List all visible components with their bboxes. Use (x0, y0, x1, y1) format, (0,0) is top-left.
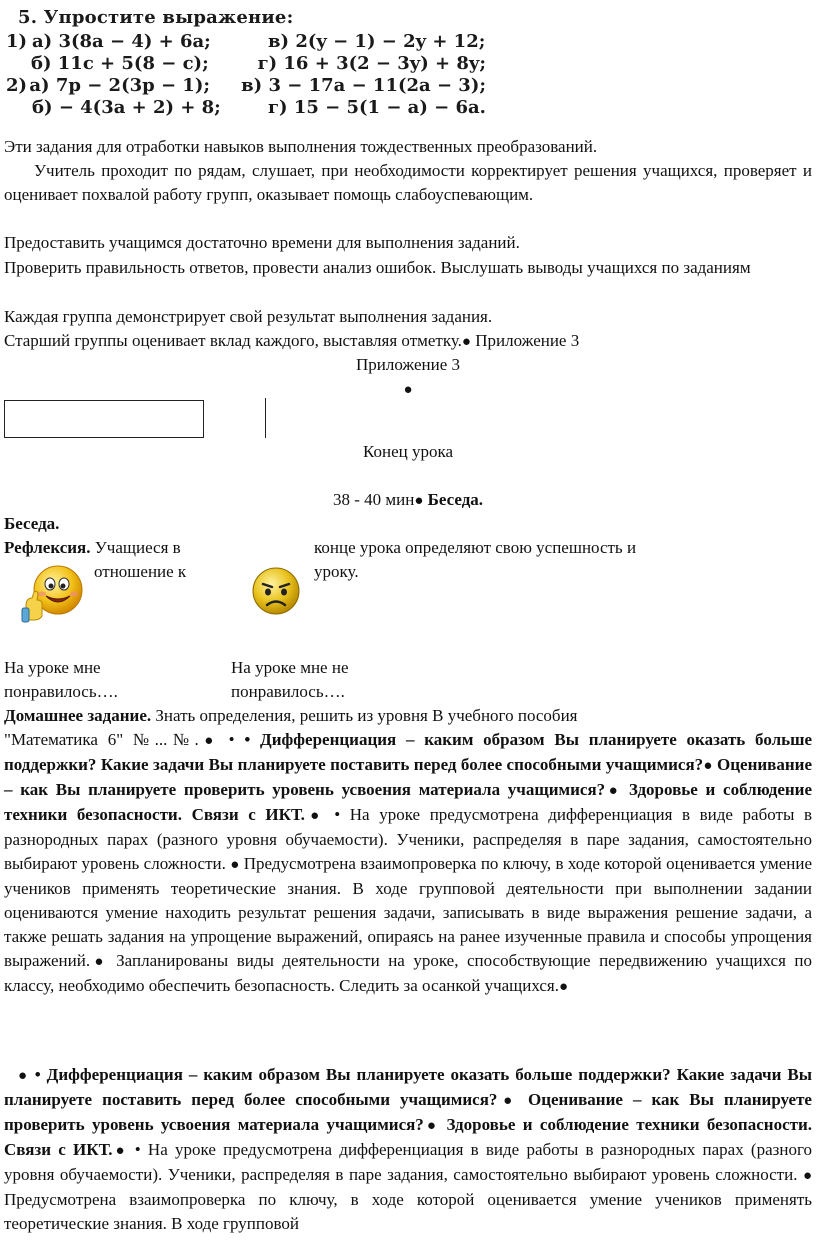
reflection-right-2: уроку. (314, 562, 359, 581)
row-number: 1) (6, 31, 28, 52)
disliked-line-2: понравилось…. (231, 682, 345, 701)
expression-a: а) 7p − 2(3p − 1); (29, 75, 210, 96)
expression-b: г) 15 − 5(1 − a) − 6a. (268, 97, 486, 118)
homework-line: Домашнее задание. Знать определения, решить из уровня В учебного пособия (4, 706, 578, 725)
expression-a: б) 11c + 5(8 − c); (30, 53, 209, 74)
liked-line-2: понравилось…. (4, 682, 118, 701)
paragraph-4: Проверить правильность ответов, провести анализ ошибок. Выслушать выводы учащихся по заданиям (4, 258, 751, 277)
paragraph-3: Предоставить учащимся достаточно времени для выполнения заданий. (4, 233, 520, 252)
talk-label: Беседа. (4, 514, 60, 533)
sad-smiley-icon (250, 565, 302, 617)
bullet: ● (403, 382, 413, 398)
exercise-row (6, 31, 486, 53)
homework-details: "Математика 6" №...№.● • • Дифференциация – каким образом Вы планируете оказать больше поддержки? Какие задачи Вы планируете поставить перед более способными учащимися?● Оценивание – как Вы планируете проверить уровень усвоения материала учащимися?● Здоровье и соблюдение техники безопасности. Связи с ИКТ.● • На уроке предусмотрена дифференциация в виде работы в разнородных парах (разного уровня обучаемости). Ученики, распределяя в паре задания, самостоятельно выбирают уровень сложности. ● Предусмотрена взаимопроверка по ключу, в ходе которой оценивается умение учеников применять теоретические знания. В ходе групповой деятельности при выполнении задании оцениваются умение находить результат решения задачи, записывать в виде выражения решение задачи, а также решать задания на упрощение выражений, опираясь на ранее изученные правила и способы упрощения выражений.● Запланированы виды деятельности на уроке, способствующие передвижению учащихся по классу, необходимо обеспечить безопасность. Следить за осанкой учащихся.● (4, 730, 813, 995)
paragraph-1: Эти задания для отработки навыков выполнения тождественных преобразований. (4, 137, 598, 156)
exercise-title: 5. Упростите выражение: (18, 7, 294, 28)
reflection-left: Рефлексия. Учащиеся в (4, 538, 181, 557)
disliked-line-1: На уроке мне не (231, 658, 349, 677)
expression-b: в) 2(y − 1) − 2y + 12; (268, 31, 486, 52)
exercise-row (6, 97, 486, 119)
expression-b: г) 16 + 3(2 − 3y) + 8y; (257, 53, 486, 74)
happy-smiley-thumbs-up-icon (20, 562, 88, 624)
reflection-right-1: конце урока определяют свою успешность и (314, 538, 637, 557)
appendix-label: Приложение 3 (356, 355, 460, 374)
expression-b: в) 3 − 17a − 11(2a − 3); (241, 75, 486, 96)
row-number (6, 53, 31, 75)
paragraph-5: Каждая группа демонстрирует свой результат выполнения задания. (4, 307, 493, 326)
end-of-lesson: Конец урока (362, 442, 454, 461)
time-line: 38 - 40 мин● Беседа. (332, 490, 484, 509)
table-border-line (265, 398, 266, 438)
empty-table-cell (4, 400, 204, 438)
expression-a: а) 3(8a − 4) + 6a; (32, 31, 211, 52)
bullet: ● (461, 334, 471, 350)
exercise-row (6, 75, 486, 97)
row-number: 2) (6, 75, 28, 96)
liked-line-1: На уроке мне (4, 658, 101, 677)
row-number (6, 97, 32, 119)
exercise-block (6, 4, 486, 119)
reflection-left-2: отношение к (94, 562, 187, 581)
expression-a: б) − 4(3a + 2) + 8; (32, 97, 221, 118)
paragraph-2: Учитель проходит по рядам, слушает, при необходимости корректирует решения учащихся, проверяет и оценивает похвалой работу групп, оказывает помощь слабоуспевающим. (4, 161, 812, 204)
exercise-row (6, 53, 486, 75)
paragraph-6: Старший группы оценивает вклад каждого, выставляя отметку.● Приложение 3 (4, 331, 580, 350)
repeated-block: ● • Дифференциация – каким образом Вы планируете оказать больше поддержки? Какие задачи Вы планируете поставить перед более способными учащимися?● Оценивание – как Вы планируете проверить уровень усвоения материала учащимися?● Здоровье и соблюдение техники безопасности. Связи с ИКТ.● • На уроке предусмотрена дифференциация в виде работы в разнородных парах (разного уровня обучаемости). Ученики, распределяя в паре задания, самостоятельно выбирают уровень сложности. ● Предусмотрена взаимопроверка по ключу, в ходе которой оценивается умение учеников применять теоретические знания. В ходе групповой (4, 1065, 813, 1233)
